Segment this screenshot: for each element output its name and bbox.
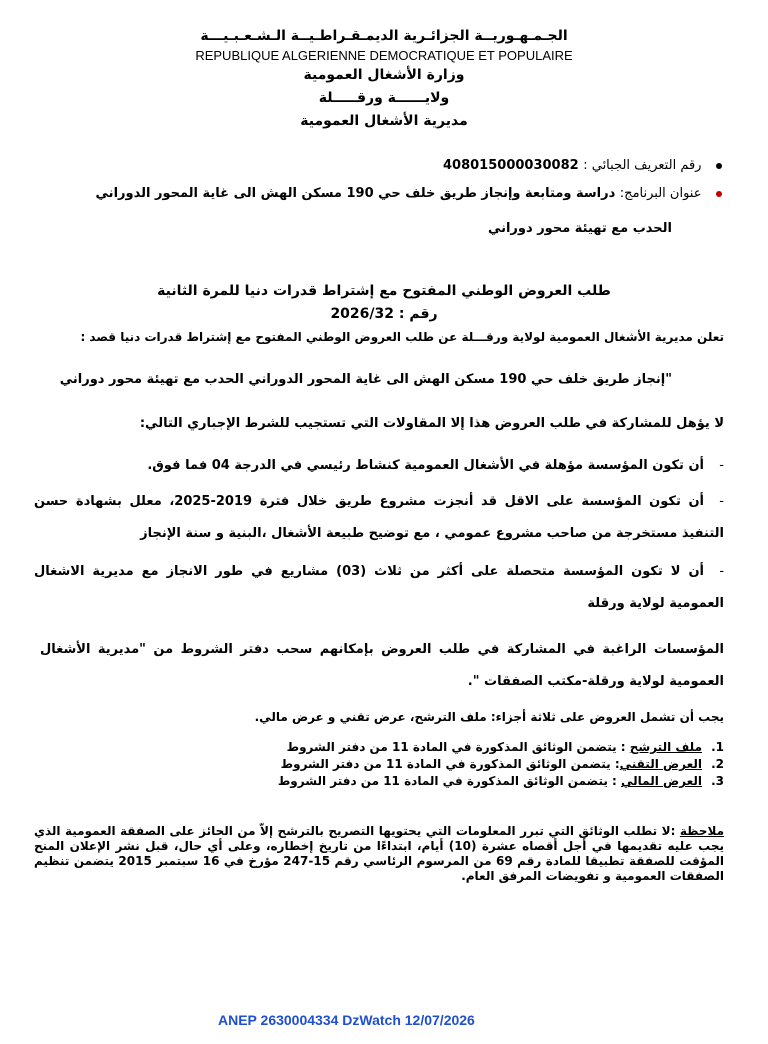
bullet-dot-icon (716, 163, 722, 169)
offer-number: 1. (711, 740, 724, 754)
offers-list (64, 739, 724, 790)
offer-name: العرض التقني (619, 757, 702, 771)
note-text: :لا تطلب الوثائق التي تبرر المعلومات التي يحتويها التصريح بالترشح إلاّ من الحائز على الصفقة العمومية الذي يجب عليه تقديمها في أجل أقصاه عشرة (10) أيام، ابتداءًا من تاريخ إخطاره، وعلى أي حال، قبل نشر الإعلان المنح المؤقت للصفقة تطبيقا للمادة رقم 69 من المرسوم الرئاسي رقم 15-247 مؤرخ في 16 سبتمبر 2015 يتضمن تنظيم الصفقات العمومية و تفويضات المرفق العام. (34, 824, 724, 883)
program-line (32, 186, 722, 201)
directorate-title: مديرية الأشغال العمومية (300, 113, 468, 129)
note-paragraph (34, 824, 724, 884)
program-label: عنوان البرنامج: (619, 186, 702, 201)
specs-paragraph: المؤسسات الراغبة في المشاركة في طلب العروض بإمكانهم سحب دفتر الشروط من "مديرية الأشغال العمومية لولاية ورقلة-مكتب الصفقات ". (40, 642, 724, 689)
republic-ar: الجـمـهـوريــة الجزائـرية الديمـقـراطـيــة الـشـعـبـيـــة (200, 28, 568, 44)
tender-number (0, 306, 768, 322)
offer-item (64, 773, 724, 790)
dash-bullet-icon: - (719, 564, 725, 579)
eligibility-intro: لا يؤهل للمشاركة في طلب العروض هذا إلا المقاولات التي تستجيب للشرط الإجباري التالي: (139, 416, 724, 431)
footer-reference: ANEP 2630004334 DzWatch 12/07/2026 (218, 1012, 475, 1028)
bullet-dot-red-icon (716, 191, 722, 197)
tender-title: طلب العروض الوطني المفتوح مع إشتراط قدرات دنيا للمرة الثانية (157, 283, 611, 299)
tender-object: "إنجاز طريق خلف حي 190 مسكن الهش الى غاية المحور الدوراني الحدب مع تهيئة محور دوراني (59, 372, 672, 387)
tax-id-line (32, 158, 722, 173)
tender-number-label: رقم : (398, 306, 438, 322)
tax-id-label: رقم التعريف الجبائي : (583, 158, 702, 173)
note-label: ملاحظة (679, 824, 724, 838)
wilaya-title: ولايــــــة ورقـــــلة (318, 90, 450, 106)
ministry-title: وزارة الأشغال العمومية (303, 67, 465, 83)
condition-text: أن تكون المؤسسة على الاقل قد أنجزت مشروع طريق خلال فترة 2019-2025، معلل بشهادة حسن التنفيذ مستخرجة من صاحب مشروع عمومي ، مع توضيح طبيعة الأشغال ،البنية و سنة الإنجاز (34, 494, 724, 541)
condition-item (34, 450, 724, 482)
offers-intro: يجب أن تشمل العروض على ثلاثة أجزاء: ملف الترشح، عرض تقني و عرض مالي. (254, 710, 724, 724)
offer-text: : يتضمن الوثائق المذكورة في المادة 11 من دفتر الشروط (277, 774, 621, 788)
offer-text: : يتضمن الوثائق المذكورة في المادة 11 من دفتر الشروط (280, 757, 620, 771)
dash-bullet-icon: - (719, 458, 724, 473)
offer-name: ملف الترشح (629, 740, 702, 754)
offer-number: 3. (711, 774, 724, 788)
condition-item (34, 486, 724, 550)
condition-text: أن لا تكون المؤسسة متحصلة على أكثر من ثلاث (03) مشاريع في طور الانجاز مع مديرية الاشغال العمومية لولاية ورقلة (34, 564, 724, 611)
republic-fr: REPUBLIQUE ALGERIENNE DEMOCRATIQUE ET POPULAIRE (195, 48, 573, 63)
dash-bullet-icon: - (719, 494, 724, 509)
offer-text: : يتضمن الوثائق المذكورة في المادة 11 من دفتر الشروط (286, 740, 630, 754)
program-text: دراسة ومتابعة وإنجاز طريق خلف حي 190 مسكن الهش الى غاية المحور الدوراني (95, 186, 616, 201)
program-text-continued: الحدب مع تهيئة محور دوراني (487, 221, 672, 236)
condition-item (34, 556, 724, 620)
tender-number-value: 2026/32 (330, 306, 394, 322)
offer-item (64, 739, 724, 756)
tax-id-value: 408015000030082 (443, 158, 579, 173)
tender-announcement: تعلن مديرية الأشغال العمومية لولاية ورقـــلة عن طلب العروض الوطني المفتوح مع إشتراط قدرات دنيا قصد : (80, 330, 724, 344)
condition-text: أن تكون المؤسسة مؤهلة في الأشغال العمومية كنشاط رئيسي في الدرجة 04 فما فوق. (147, 458, 704, 473)
offer-item (64, 756, 724, 773)
offer-name: العرض المالي (621, 774, 702, 788)
offer-number: 2. (711, 757, 724, 771)
